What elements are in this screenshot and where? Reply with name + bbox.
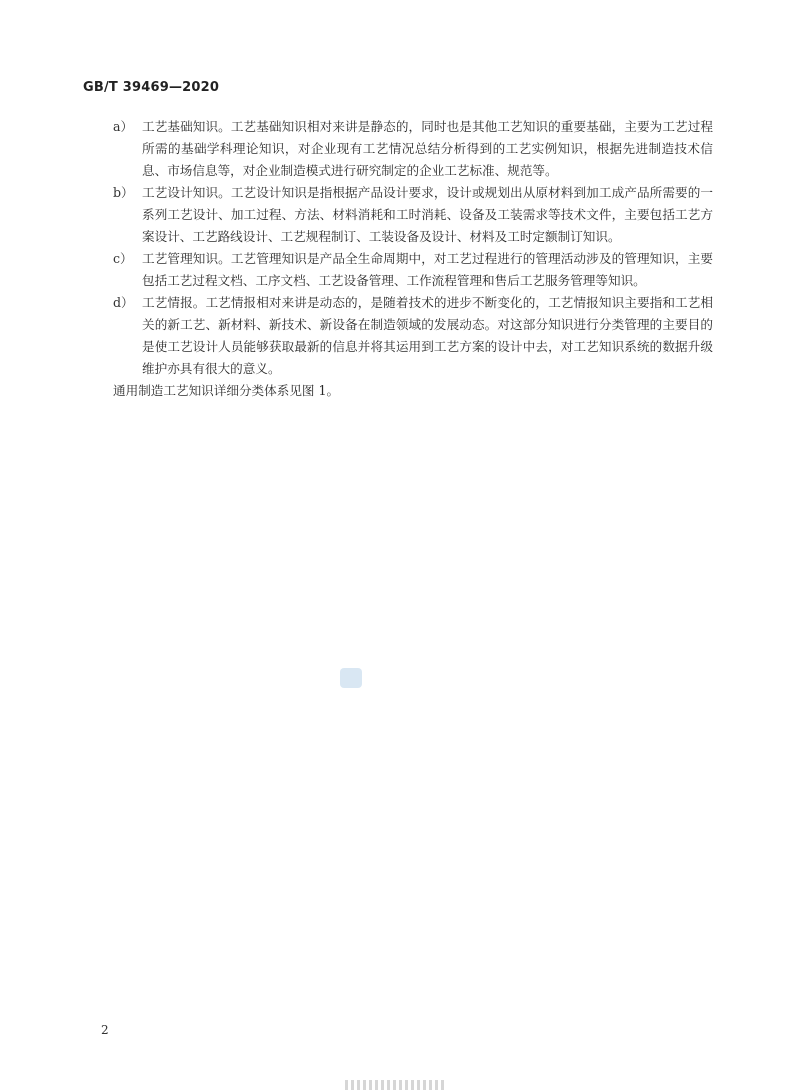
list-item-d [113,292,713,380]
list-item-a [113,116,713,182]
closing-sentence: 通用制造工艺知识详细分类体系见图 1。 [113,383,340,398]
list-item-label: d） [113,295,134,310]
footer-watermark-icon [345,1080,445,1090]
list-item-label: b） [113,185,134,200]
list-item-label: a） [113,119,134,134]
list-item-text: 工艺情报。工艺情报相对来讲是动态的，是随着技术的进步不断变化的，工艺情报知识主要指和工艺相关的新工艺、新材料、新技术、新设备在制造领域的发展动态。对这部分知识进行分类管理的主要目的是使工艺设计人员能够获取最新的信息并将其运用到工艺方案的设计中去，对工艺知识系统的数据升级维护亦具有很大的意义。 [142,295,713,376]
document-body [113,116,713,402]
list-item-text: 工艺设计知识。工艺设计知识是指根据产品设计要求，设计或规划出从原材料到加工成产品所需要的一系列工艺设计、加工过程、方法、材料消耗和工时消耗、设备及工装需求等技术文件，主要包括工艺方案设计、工艺路线设计、工艺规程制订、工装设备及设计、材料及工时定额制订知识。 [142,185,713,244]
page-number: 2 [101,1023,109,1037]
standard-code: GB/T 39469—2020 [83,80,220,95]
list-item-text: 工艺管理知识。工艺管理知识是产品全生命周期中，对工艺过程进行的管理活动涉及的管理知识，主要包括工艺过程文档、工序文档、工艺设备管理、工作流程管理和售后工艺服务管理等知识。 [142,251,713,288]
watermark-logo-icon [340,668,362,688]
list-item-label: c） [113,251,133,266]
list-item-c [113,248,713,292]
list-item-text: 工艺基础知识。工艺基础知识相对来讲是静态的，同时也是其他工艺知识的重要基础，主要为工艺过程所需的基础学科理论知识，对企业现有工艺情况总结分析得到的工艺实例知识，根据先进制造技术信息、市场信息等，对企业制造模式进行研究制定的企业工艺标准、规范等。 [142,119,713,178]
list-item-b [113,182,713,248]
